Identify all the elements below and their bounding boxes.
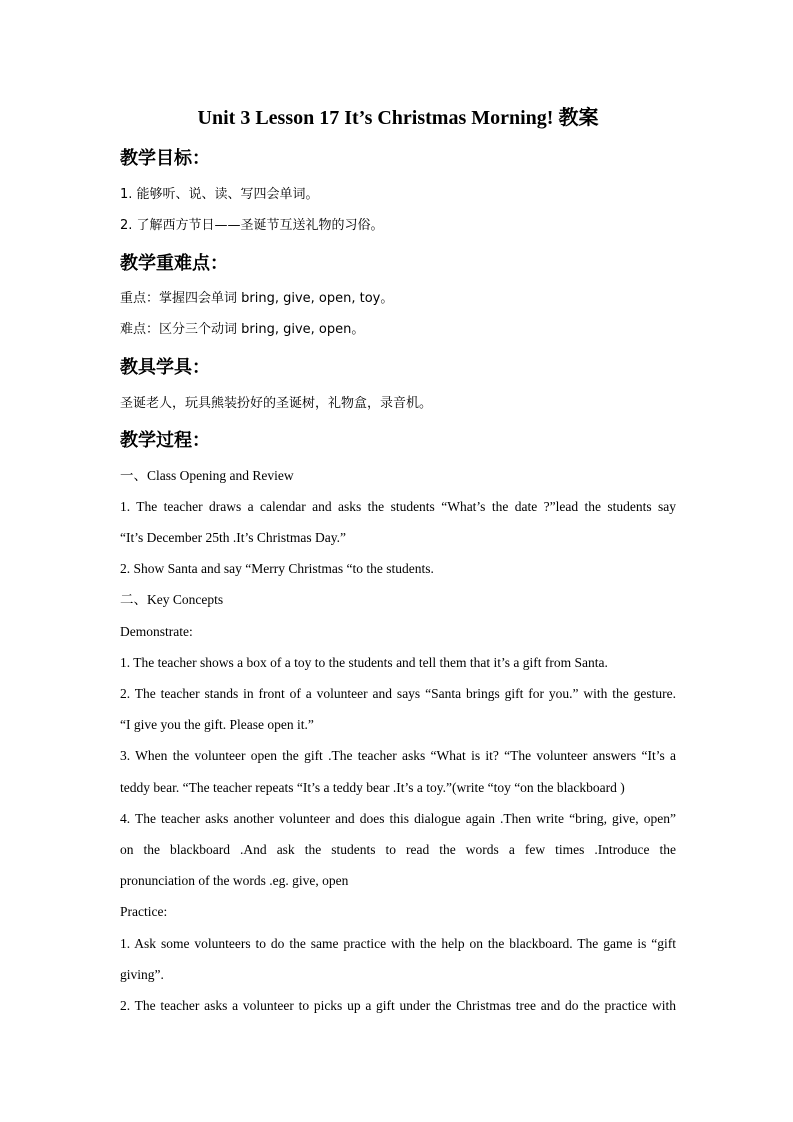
demo-item-2-line2: “I give you the gift. Please open it.” [120, 717, 314, 732]
objectives-heading: 教学目标： [120, 148, 210, 169]
demo-item-4-line2: on the blackboard .And ask the students to read the words a few times .Introduce the [120, 842, 676, 857]
document-title: Unit 3 Lesson 17 It’s Christmas Morning! 教案 [197, 107, 599, 129]
practice-item-1-line2: giving”. [120, 967, 164, 982]
process-heading: 教学过程： [120, 430, 210, 451]
part2-title: 二、Key Concepts [120, 592, 224, 607]
key-points-heading: 教学重难点： [120, 253, 228, 274]
demonstrate-label: Demonstrate: [120, 624, 193, 639]
demo-item-3-line1: 3. When the volunteer open the gift .The teacher asks “What is it? “The volunteer answers “It’s a [120, 748, 676, 763]
practice-item-2-line1: 2. The teacher asks a volunteer to picks up a gift under the Christmas tree and do the practice with [120, 998, 676, 1013]
key-point-item-2: 难点：区分三个动词 bring, give, open。 [120, 322, 365, 337]
part1-item1-line2: “It’s December 25th .It’s Christmas Day.” [120, 530, 346, 545]
demo-item-4-line3: pronunciation of the words .eg. give, open [120, 873, 349, 888]
part1-item1-line1: 1. The teacher draws a calendar and asks the students “What’s the date ?”lead the students say [120, 499, 676, 514]
objective-item-2: 2. 了解西方节日——圣诞节互送礼物的习俗。 [120, 218, 384, 233]
demo-item-2-line1: 2. The teacher stands in front of a volunteer and says “Santa brings gift for you.” with the gesture. [120, 686, 676, 701]
objective-item-1: 1. 能够听、说、读、写四会单词。 [120, 187, 319, 202]
practice-label: Practice: [120, 904, 168, 919]
demo-item-1: 1. The teacher shows a box of a toy to the students and tell them that it’s a gift from Santa. [120, 655, 608, 670]
materials-heading: 教具学具： [120, 357, 210, 378]
practice-item-1-line1: 1. Ask some volunteers to do the same practice with the help on the blackboard. The game is “gift [120, 936, 676, 951]
demo-item-3-line2: teddy bear. “The teacher repeats “It’s a teddy bear .It’s a toy.”(write “toy “on the blackboard ) [120, 780, 625, 795]
materials-text: 圣诞老人，玩具熊装扮好的圣诞树，礼物盒，录音机。 [120, 396, 433, 411]
part1-title: 一、Class Opening and Review [120, 468, 294, 483]
demo-item-4-line1: 4. The teacher asks another volunteer and does this dialogue again .Then write “bring, give, open” [120, 811, 676, 826]
key-point-item-1: 重点：掌握四会单词 bring, give, open, toy。 [120, 291, 394, 306]
part1-item2: 2. Show Santa and say “Merry Christmas “to the students. [120, 561, 434, 576]
